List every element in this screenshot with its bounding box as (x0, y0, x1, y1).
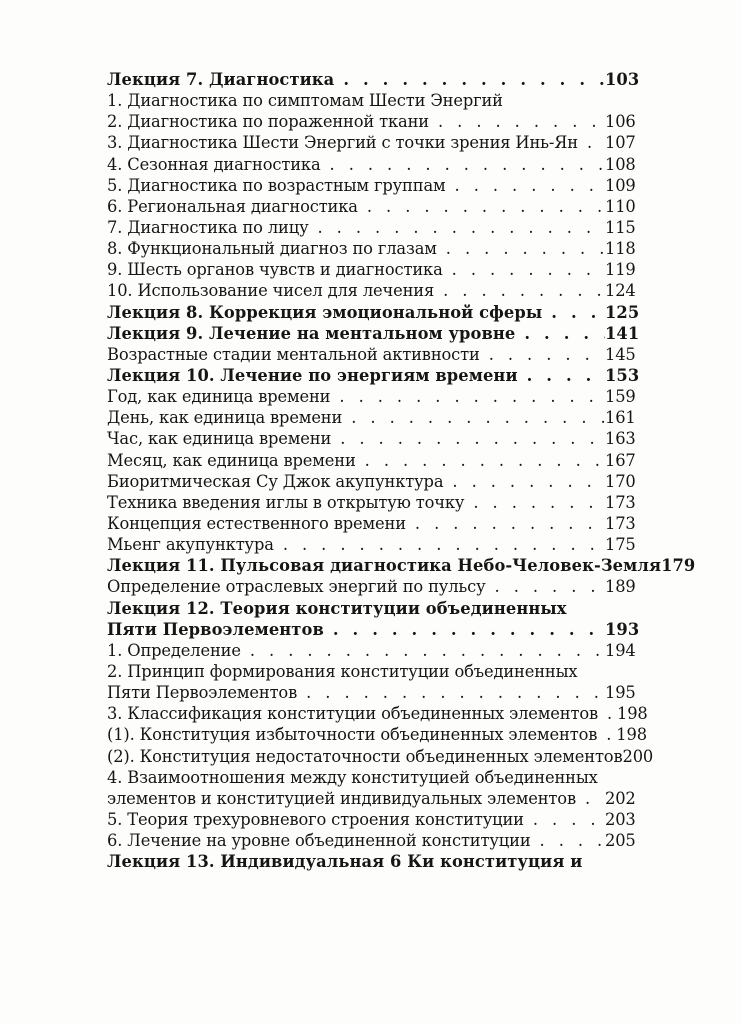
dot-leader (598, 703, 617, 724)
dot-leader (429, 111, 605, 132)
toc-entry (107, 513, 635, 534)
toc-entry (107, 238, 635, 259)
toc-entry (107, 492, 635, 513)
toc-entry (107, 661, 635, 682)
dot-leader (274, 534, 605, 555)
toc-entry-title: Лекция 13. Индивидуальная 6 Ки конституция и (107, 852, 583, 872)
toc-entry-title: 5. Теория трехуровневого строения конституции (107, 809, 524, 829)
dot-leader (443, 471, 605, 492)
dot-leader (241, 640, 605, 661)
dot-leader (446, 175, 605, 196)
toc-entry-title: Лекция 8. Коррекция эмоциональной сферы (107, 302, 543, 322)
dot-leader (480, 344, 605, 365)
toc-entry-page: 163 (605, 429, 636, 449)
toc-entry-page: 200 (622, 746, 654, 766)
toc-entry (107, 640, 635, 661)
toc-entry (107, 428, 635, 449)
dot-leader (358, 196, 605, 217)
toc-entry-page: 203 (605, 809, 636, 829)
toc-entry-title: День, как единица времени (107, 408, 343, 428)
toc-entry-title: 4. Взаимоотношения между конституцией объединенных (107, 767, 598, 787)
toc-entry-page: 115 (605, 217, 636, 237)
toc-entry (107, 471, 635, 492)
toc-entry-page: 198 (616, 725, 647, 745)
toc-entry-title: Час, как единица времени (107, 429, 332, 449)
dot-leader (597, 724, 616, 745)
toc-entry-page: 205 (605, 831, 636, 851)
toc-entry-page: 145 (605, 344, 636, 364)
toc-entry-title: 7. Диагностика по лицу (107, 217, 309, 237)
toc-entry-page: 107 (605, 133, 636, 153)
toc-entry-title: Месяц, как единица времени (107, 450, 356, 470)
toc-entry-title: Лекция 10. Лечение по энергиям времени (107, 365, 518, 385)
toc-entry-title: элементов и конституцией индивидуальных элементов (107, 788, 576, 808)
dot-leader (406, 513, 605, 534)
toc-entry-title: 10. Использование чисел для лечения (107, 281, 435, 301)
toc-entry-page: 109 (605, 175, 636, 195)
toc-entry-title: Год, как единица времени (107, 387, 331, 407)
toc-entry (107, 534, 635, 555)
toc-entry (107, 450, 635, 471)
toc-entry-page: 159 (605, 387, 636, 407)
toc-entry-page: 170 (605, 471, 636, 491)
toc-entry-title: (2). Конституция недостаточности объединенных элементов (107, 746, 623, 766)
dot-leader (437, 238, 605, 259)
toc-entry (107, 598, 635, 619)
toc-entry-page: 106 (605, 112, 636, 132)
toc-entry-page: 108 (605, 154, 636, 174)
dot-leader (576, 788, 605, 809)
toc-entry (107, 217, 635, 238)
toc-entry (107, 851, 635, 872)
toc-entry-page: 141 (605, 323, 640, 343)
toc-entry-page: 110 (605, 196, 636, 216)
table-of-contents (107, 69, 696, 872)
toc-entry-title: Лекция 11. Пульсовая диагностика Небо-Человек-Земля (107, 556, 662, 576)
dot-leader (434, 280, 605, 301)
toc-entry (107, 682, 635, 703)
toc-entry-page: 193 (605, 619, 640, 639)
toc-entry-title: Лекция 9. Лечение на ментальном уровне (107, 323, 516, 343)
toc-entry-page: 153 (605, 365, 640, 385)
toc-entry-title: Лекция 7. Диагностика (107, 70, 335, 89)
dot-leader (542, 302, 605, 323)
dot-leader (578, 132, 605, 153)
dot-leader (356, 450, 605, 471)
toc-entry-title: 6. Лечение на уровне объединенной конституции (107, 831, 531, 851)
dot-leader (443, 259, 605, 280)
toc-entry-title: 8. Функциональный диагноз по глазам (107, 239, 437, 259)
toc-entry (107, 809, 635, 830)
toc-entry (107, 788, 635, 809)
toc-entry (107, 724, 647, 745)
toc-entry-title: Возрастные стадии ментальной активности (107, 344, 480, 364)
toc-entry (107, 302, 640, 323)
toc-entry-page: 125 (605, 302, 640, 322)
toc-entry-title: Концепция естественного времени (107, 513, 406, 533)
toc-entry (107, 576, 635, 597)
toc-entry-title: Техника введения иглы в открытую точку (107, 492, 465, 512)
dot-leader (334, 69, 605, 90)
toc-entry (107, 386, 635, 407)
toc-entry-title: Определение отраслевых энергий по пульсу (107, 577, 486, 597)
dot-leader (531, 830, 605, 851)
toc-entry-page: 161 (605, 408, 636, 428)
dot-leader (464, 492, 605, 513)
toc-entry-page: 175 (605, 535, 636, 555)
dot-leader (515, 323, 605, 344)
dot-leader (297, 682, 605, 703)
dot-leader (309, 217, 606, 238)
toc-entry-page: 119 (605, 260, 636, 280)
toc-entry-page: 202 (605, 788, 636, 808)
toc-entry-page: 198 (617, 704, 648, 724)
toc-entry (107, 90, 635, 111)
toc-entry-page: 167 (605, 450, 636, 470)
dot-leader (486, 576, 605, 597)
dot-leader (524, 809, 605, 830)
dot-leader (321, 154, 605, 175)
toc-entry-page: 194 (605, 640, 636, 660)
toc-entry-title: 3. Диагностика Шести Энергий с точки зрения Инь-Ян (107, 133, 578, 153)
dot-leader (330, 386, 605, 407)
dot-leader (518, 365, 605, 386)
toc-entry (107, 407, 635, 428)
toc-entry-page: 173 (605, 492, 636, 512)
toc-entry-title: 4. Сезонная диагностика (107, 154, 321, 174)
toc-entry-page: 179 (661, 556, 696, 576)
toc-entry-title: Пяти Первоэлементов (107, 619, 324, 639)
toc-entry (107, 111, 635, 132)
toc-entry (107, 830, 635, 851)
toc-entry-title: 3. Классификация конституции объединенных элементов (107, 704, 598, 724)
toc-entry-title: Пяти Первоэлементов (107, 683, 298, 703)
toc-entry-page: 118 (605, 239, 636, 259)
toc-entry (107, 196, 635, 217)
toc-entry-title: 5. Диагностика по возрастным группам (107, 175, 446, 195)
toc-entry (107, 175, 635, 196)
toc-entry (107, 280, 635, 301)
toc-entry (107, 154, 635, 175)
toc-entry-title: 1. Диагностика по симптомам Шести Энергий (107, 91, 503, 111)
toc-entry (107, 69, 640, 90)
toc-entry-title: Лекция 12. Теория конституции объединенных (107, 598, 567, 618)
dot-leader (342, 407, 605, 428)
toc-entry-title: 2. Диагностика по пораженной ткани (107, 112, 429, 132)
toc-entry (107, 767, 635, 788)
toc-entry-title: Биоритмическая Су Джок акупунктура (107, 471, 444, 491)
toc-entry (107, 132, 635, 153)
toc-entry-page: 103 (605, 70, 640, 89)
toc-entry (107, 365, 640, 386)
toc-entry-title: 6. Региональная диагностика (107, 196, 358, 216)
toc-entry (107, 703, 648, 724)
dot-leader (331, 428, 605, 449)
toc-entry-title: 2. Принцип формирования конституции объединенных (107, 661, 578, 681)
toc-entry-title: (1). Конституция избыточности объединенных элементов (107, 725, 598, 745)
toc-entry-page: 195 (605, 683, 636, 703)
toc-entry-title: Мьенг акупунктура (107, 535, 274, 555)
toc-entry (107, 746, 654, 767)
toc-entry (107, 344, 635, 365)
toc-entry-page: 189 (605, 577, 636, 597)
toc-entry (107, 619, 640, 640)
toc-entry (107, 555, 696, 576)
toc-entry-page: 124 (605, 281, 636, 301)
toc-entry (107, 259, 635, 280)
toc-entry-title: 1. Определение (107, 640, 241, 660)
dot-leader (324, 619, 605, 640)
toc-entry-title: 9. Шесть органов чувств и диагностика (107, 260, 443, 280)
toc-entry-page: 173 (605, 513, 636, 533)
toc-entry (107, 323, 640, 344)
